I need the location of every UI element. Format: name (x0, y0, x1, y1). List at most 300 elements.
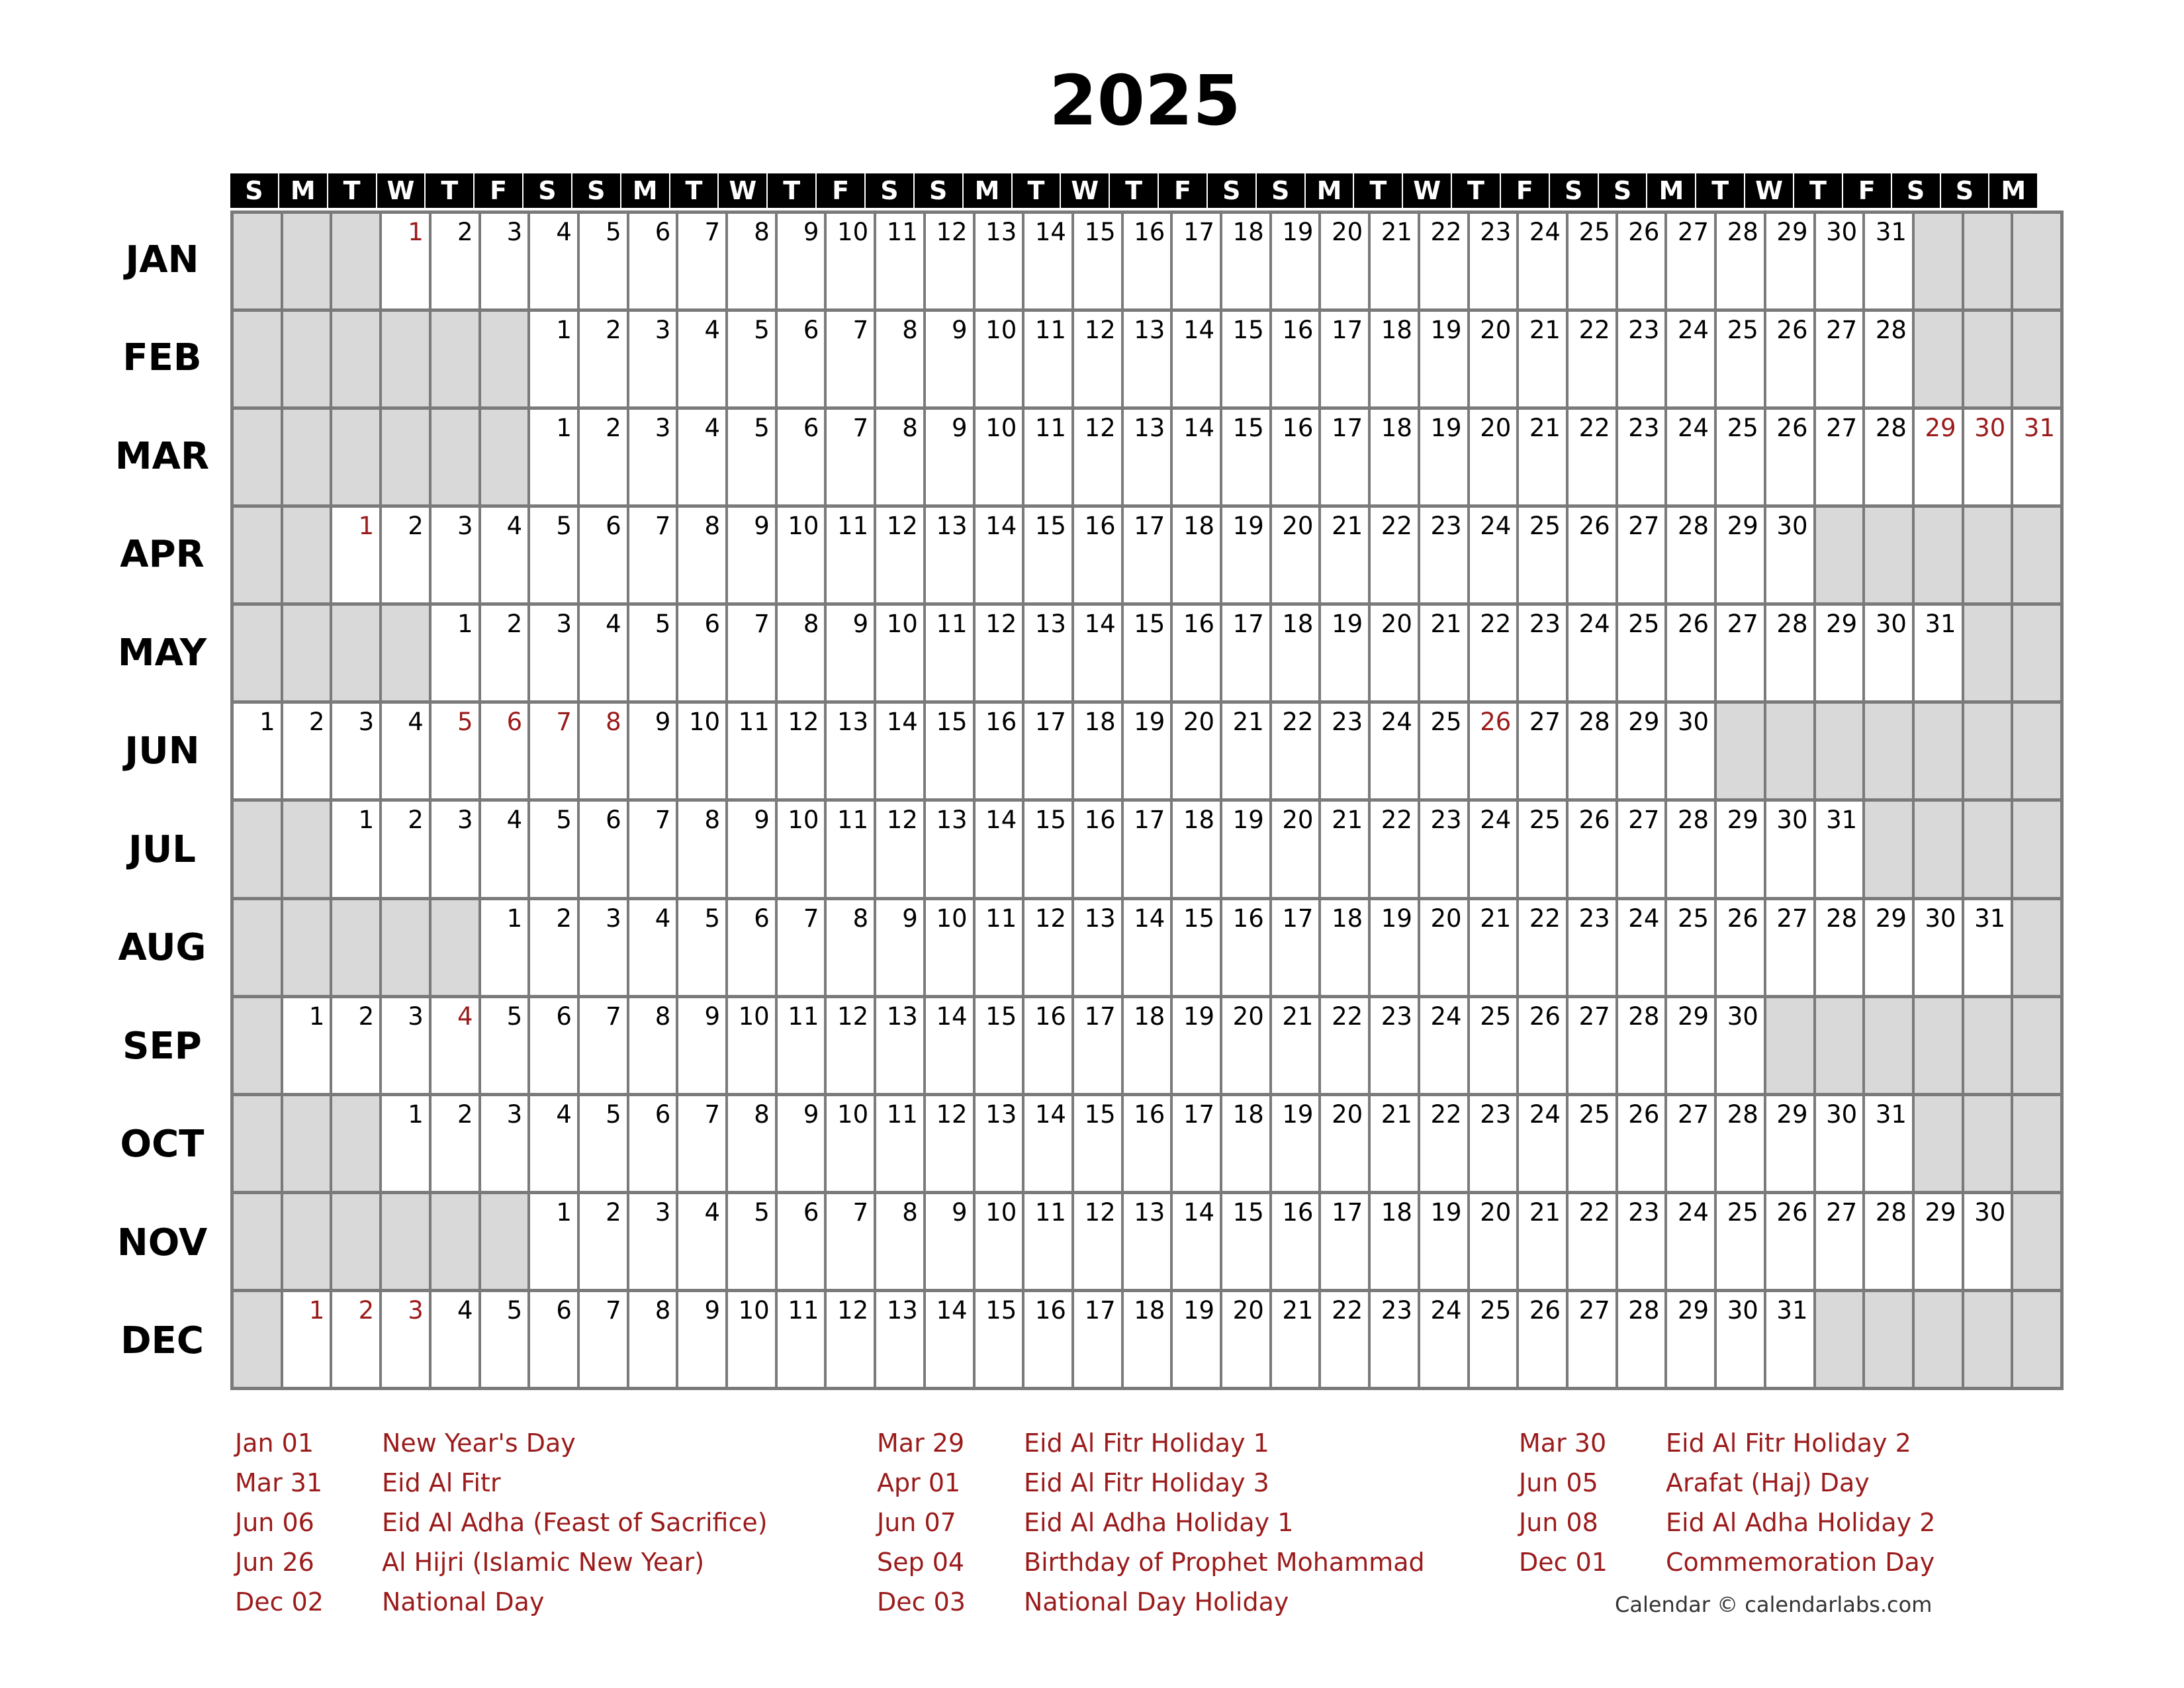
day-cell (1318, 802, 1368, 896)
day-number: 21 (1529, 1197, 1561, 1227)
day-number: 28 (1678, 806, 1709, 835)
day-number: 10 (886, 610, 918, 639)
empty-day-cell (379, 900, 429, 995)
day-number: 20 (1282, 806, 1314, 835)
day-cell (577, 802, 627, 896)
day-number: 4 (408, 708, 424, 737)
day-cell (775, 900, 825, 995)
day-number: 13 (985, 1100, 1017, 1129)
holiday-name: Eid Al Fitr (382, 1468, 501, 1497)
holiday-item (235, 1429, 768, 1468)
day-number: 27 (1578, 1002, 1610, 1031)
day-number: 4 (556, 1100, 572, 1129)
month-labels-column (99, 211, 225, 1390)
day-number: 9 (704, 1295, 721, 1325)
day-cell (725, 410, 775, 504)
day-number: 30 (1776, 806, 1808, 835)
day-cell (577, 704, 627, 798)
day-number: 8 (902, 316, 918, 345)
day-cell (1418, 410, 1467, 504)
day-number: 27 (1826, 414, 1858, 443)
day-number: 6 (803, 414, 819, 443)
day-number: 15 (1084, 218, 1116, 246)
day-number: 10 (936, 904, 968, 933)
day-cell (973, 410, 1023, 504)
day-cell (1862, 1096, 1912, 1191)
day-cell (1121, 508, 1171, 602)
holiday-name: Al Hijri (Islamic New Year) (382, 1548, 705, 1577)
empty-day-cell (1813, 508, 1863, 602)
day-cell (1318, 900, 1368, 995)
day-number: 18 (1332, 904, 1363, 933)
day-cell (1269, 312, 1319, 406)
day-number: 5 (754, 316, 770, 345)
weekday-header-cell: S (1941, 173, 1990, 208)
month-label: OCT (120, 1123, 205, 1166)
day-cell (676, 802, 725, 896)
day-number: 22 (1430, 1100, 1462, 1129)
day-number: 10 (738, 1002, 770, 1031)
day-number: 15 (1084, 1100, 1116, 1129)
empty-day-cell (429, 312, 478, 406)
day-cell (1121, 998, 1171, 1093)
day-cell (973, 998, 1023, 1093)
day-number: 28 (1776, 610, 1808, 639)
day-cell (824, 998, 874, 1093)
empty-day-cell (281, 802, 330, 896)
day-cell (1022, 508, 1071, 602)
day-cell (627, 704, 676, 798)
day-number: 17 (1332, 1197, 1363, 1227)
day-number: 11 (837, 806, 869, 835)
day-cell (1516, 1194, 1566, 1289)
day-number: 21 (1529, 414, 1561, 443)
day-number: 2 (606, 316, 621, 345)
day-number: 19 (1430, 1197, 1462, 1227)
day-cell (676, 900, 725, 995)
day-cell (429, 508, 478, 602)
day-cell (824, 1194, 874, 1289)
holiday-item (877, 1548, 1425, 1587)
day-cell (1071, 606, 1121, 700)
day-number: 4 (655, 904, 671, 933)
empty-day-cell (1813, 998, 1863, 1093)
day-number: 13 (886, 1002, 918, 1031)
day-cell (1615, 1096, 1665, 1191)
day-cell (1714, 606, 1764, 700)
weekday-header-cell: W (719, 173, 768, 208)
weekday-header-cell: W (1061, 173, 1110, 208)
day-cell (478, 998, 528, 1093)
day-cell (1912, 606, 1962, 700)
day-cell (1368, 508, 1418, 602)
day-cell (1664, 508, 1714, 602)
day-cell (1615, 802, 1665, 896)
day-number: 12 (886, 806, 918, 835)
day-number: 9 (952, 1197, 968, 1227)
month-label: JUL (128, 827, 196, 871)
day-number: 29 (1875, 904, 1907, 933)
day-cell (1615, 1194, 1665, 1289)
day-number: 11 (985, 904, 1017, 933)
day-number: 23 (1332, 708, 1363, 737)
day-cell (1269, 900, 1319, 995)
day-number: 26 (1480, 708, 1512, 737)
day-number: 10 (688, 708, 721, 737)
day-cell (1318, 606, 1368, 700)
day-cell (725, 802, 775, 896)
day-number: 12 (1084, 414, 1116, 443)
day-number: 23 (1381, 1002, 1412, 1031)
day-cell (1022, 312, 1071, 406)
day-cell (478, 508, 528, 602)
day-number: 16 (1084, 512, 1116, 541)
holiday-date: Jun 06 (235, 1508, 314, 1537)
day-cell (527, 214, 577, 308)
day-number: 28 (1875, 414, 1907, 443)
day-number: 6 (754, 904, 770, 933)
day-number: 8 (655, 1295, 671, 1325)
day-cell (676, 606, 725, 700)
day-cell (527, 900, 577, 995)
day-number: 5 (506, 1295, 523, 1325)
day-number: 28 (1578, 708, 1610, 737)
day-cell (330, 1292, 379, 1387)
empty-day-cell (1862, 508, 1912, 602)
day-cell (824, 312, 874, 406)
empty-day-cell (281, 1096, 330, 1191)
holiday-name: Eid Al Fitr Holiday 3 (1024, 1468, 1269, 1497)
day-number: 20 (1332, 218, 1363, 246)
holiday-name: New Year's Day (382, 1429, 576, 1458)
month-row (234, 897, 2060, 995)
day-cell (923, 606, 973, 700)
month-row (234, 214, 2060, 308)
day-number: 18 (1183, 806, 1215, 835)
holiday-name: Arafat (Haj) Day (1666, 1468, 1870, 1497)
day-cell (1467, 312, 1517, 406)
day-number: 28 (1875, 1197, 1907, 1227)
day-cell (1516, 998, 1566, 1093)
day-cell (1418, 704, 1467, 798)
day-cell (775, 312, 825, 406)
day-number: 24 (1430, 1295, 1462, 1325)
day-cell (1170, 1194, 1220, 1289)
day-cell (478, 802, 528, 896)
weekday-header-cell: M (964, 173, 1013, 208)
day-cell (1467, 410, 1517, 504)
day-cell (429, 704, 478, 798)
empty-day-cell (234, 1292, 281, 1387)
empty-day-cell (1862, 998, 1912, 1093)
day-cell (824, 410, 874, 504)
day-number: 12 (936, 218, 968, 246)
day-cell (1813, 1096, 1863, 1191)
day-number: 15 (936, 708, 968, 737)
empty-day-cell (234, 214, 281, 308)
weekday-header-cell: T (1696, 173, 1745, 208)
day-number: 12 (985, 610, 1017, 639)
day-cell (1220, 1096, 1269, 1191)
day-number: 1 (457, 610, 473, 639)
day-number: 22 (1381, 806, 1412, 835)
day-number: 5 (754, 414, 770, 443)
day-number: 20 (1480, 316, 1512, 345)
empty-day-cell (330, 312, 379, 406)
weekday-header-cell: M (279, 173, 328, 208)
day-number: 24 (1480, 512, 1512, 541)
empty-day-cell (1912, 998, 1962, 1093)
empty-day-cell (330, 900, 379, 995)
day-cell (627, 802, 676, 896)
day-number: 29 (1776, 218, 1808, 246)
day-cell (1269, 1096, 1319, 1191)
day-number: 25 (1727, 316, 1758, 345)
holiday-item (235, 1587, 768, 1627)
day-cell (627, 1096, 676, 1191)
empty-day-cell (1813, 1292, 1863, 1387)
day-cell (478, 704, 528, 798)
holiday-name: Commemoration Day (1666, 1548, 1935, 1577)
day-number: 16 (1134, 1100, 1165, 1129)
holiday-item (1519, 1429, 1935, 1468)
day-number: 8 (655, 1002, 671, 1031)
day-number: 28 (1727, 218, 1758, 246)
day-cell (1962, 410, 2011, 504)
empty-day-cell (330, 410, 379, 504)
day-number: 12 (1084, 1197, 1116, 1227)
day-number: 1 (506, 904, 523, 933)
day-cell (1269, 802, 1319, 896)
day-cell (1418, 1194, 1467, 1289)
day-number: 22 (1578, 414, 1610, 443)
day-number: 5 (606, 218, 621, 246)
weekday-header-cell: S (230, 173, 279, 208)
day-number: 27 (1826, 1197, 1858, 1227)
day-number: 15 (1034, 512, 1066, 541)
day-cell (527, 410, 577, 504)
day-cell (1615, 998, 1665, 1093)
day-cell (676, 1194, 725, 1289)
empty-day-cell (1912, 1096, 1962, 1191)
month-label: FEB (122, 336, 202, 380)
day-cell (1071, 900, 1121, 995)
empty-day-cell (429, 1194, 478, 1289)
day-number: 25 (1529, 806, 1561, 835)
day-number: 9 (704, 1002, 721, 1031)
day-number: 22 (1332, 1002, 1363, 1031)
day-cell (527, 802, 577, 896)
empty-day-cell (1912, 1292, 1962, 1387)
day-number: 25 (1529, 512, 1561, 541)
day-number: 11 (936, 610, 968, 639)
day-number: 4 (704, 316, 721, 345)
credit-text: Calendar © calendarlabs.com (1615, 1592, 1933, 1617)
weekday-header-cell: W (1403, 173, 1452, 208)
day-number: 21 (1381, 1100, 1412, 1129)
day-cell (1368, 1096, 1418, 1191)
day-cell (1022, 214, 1071, 308)
holiday-item (235, 1508, 768, 1548)
day-cell (1714, 1292, 1764, 1387)
day-cell (725, 900, 775, 995)
empty-day-cell (379, 1194, 429, 1289)
day-cell (676, 410, 725, 504)
day-number: 11 (886, 218, 918, 246)
day-cell (973, 802, 1023, 896)
month-label: SEP (122, 1024, 202, 1068)
day-number: 24 (1678, 414, 1709, 443)
day-cell (1170, 312, 1220, 406)
calendar-grid (230, 211, 2064, 1390)
day-cell (874, 1096, 923, 1191)
day-cell (775, 606, 825, 700)
day-cell (1664, 1096, 1714, 1191)
day-cell (923, 312, 973, 406)
day-cell (1615, 606, 1665, 700)
day-number: 1 (408, 218, 424, 246)
day-number: 2 (606, 414, 621, 443)
day-number: 27 (1727, 610, 1758, 639)
day-cell (281, 1292, 330, 1387)
holiday-item (1519, 1548, 1935, 1587)
day-number: 20 (1183, 708, 1215, 737)
holiday-name: Eid Al Fitr Holiday 1 (1024, 1429, 1269, 1458)
day-cell (1912, 410, 1962, 504)
holiday-date: Jan 01 (235, 1429, 314, 1458)
empty-day-cell (2011, 1292, 2060, 1387)
empty-day-cell (1912, 214, 1962, 308)
day-cell (281, 998, 330, 1093)
day-number: 26 (1776, 1197, 1808, 1227)
empty-day-cell (234, 312, 281, 406)
day-cell (429, 802, 478, 896)
day-cell (1615, 704, 1665, 798)
day-cell (1813, 410, 1863, 504)
day-number: 16 (1282, 1197, 1314, 1227)
day-cell (379, 1292, 429, 1387)
day-cell (577, 900, 627, 995)
day-cell (1566, 802, 1615, 896)
day-number: 25 (1578, 1100, 1610, 1129)
day-cell (923, 1292, 973, 1387)
day-cell (627, 1292, 676, 1387)
day-number: 4 (606, 610, 621, 639)
day-number: 26 (1578, 806, 1610, 835)
day-number: 14 (886, 708, 918, 737)
weekday-header-cell: S (572, 173, 621, 208)
day-cell (923, 214, 973, 308)
day-cell (1022, 410, 1071, 504)
day-cell (1516, 802, 1566, 896)
day-number: 14 (1183, 316, 1215, 345)
weekday-header-cell: S (1550, 173, 1599, 208)
day-cell (478, 606, 528, 700)
empty-day-cell (234, 998, 281, 1093)
day-cell (330, 704, 379, 798)
day-number: 10 (738, 1295, 770, 1325)
weekday-header-cell: M (1306, 173, 1355, 208)
day-cell (577, 214, 627, 308)
day-cell (1516, 1292, 1566, 1387)
day-number: 9 (655, 708, 671, 737)
day-cell (627, 508, 676, 602)
day-number: 19 (1430, 316, 1462, 345)
day-cell (1368, 704, 1418, 798)
day-number: 21 (1430, 610, 1462, 639)
day-cell (923, 410, 973, 504)
day-number: 2 (408, 512, 424, 541)
day-cell (527, 998, 577, 1093)
day-cell (676, 312, 725, 406)
day-number: 3 (408, 1295, 424, 1325)
day-cell (1022, 1096, 1071, 1191)
day-number: 4 (704, 1197, 721, 1227)
empty-day-cell (281, 312, 330, 406)
day-cell (973, 900, 1023, 995)
day-cell (874, 214, 923, 308)
day-number: 30 (1678, 708, 1709, 737)
day-number: 15 (1232, 316, 1264, 345)
day-number: 5 (655, 610, 671, 639)
day-number: 13 (936, 806, 968, 835)
day-number: 14 (936, 1002, 968, 1031)
day-number: 13 (1084, 904, 1116, 933)
day-cell (973, 508, 1023, 602)
day-number: 26 (1529, 1002, 1561, 1031)
day-number: 26 (1727, 904, 1758, 933)
weekday-header-cell: M (1647, 173, 1696, 208)
empty-day-cell (429, 410, 478, 504)
day-number: 7 (852, 316, 869, 345)
day-number: 22 (1430, 218, 1462, 246)
holiday-item (877, 1468, 1425, 1508)
day-number: 28 (1628, 1002, 1660, 1031)
day-number: 3 (655, 316, 671, 345)
day-number: 16 (985, 708, 1017, 737)
day-cell (1121, 312, 1171, 406)
holiday-date: Mar 29 (877, 1429, 965, 1458)
day-cell (1121, 802, 1171, 896)
day-cell (1269, 410, 1319, 504)
day-number: 22 (1529, 904, 1561, 933)
empty-day-cell (234, 508, 281, 602)
day-number: 26 (1776, 316, 1808, 345)
weekday-header-cell: W (377, 173, 426, 208)
day-cell (1566, 1292, 1615, 1387)
holiday-date: Sep 04 (877, 1548, 965, 1577)
day-number: 10 (985, 414, 1017, 443)
day-cell (874, 802, 923, 896)
day-number: 7 (704, 218, 721, 246)
weekday-header-cell: F (1159, 173, 1208, 208)
day-cell (775, 1194, 825, 1289)
day-cell (577, 410, 627, 504)
day-number: 24 (1529, 1100, 1561, 1129)
day-number: 29 (1826, 610, 1858, 639)
day-number: 11 (1034, 414, 1066, 443)
day-cell (1121, 704, 1171, 798)
day-cell (1615, 508, 1665, 602)
day-number: 9 (952, 414, 968, 443)
empty-day-cell (281, 410, 330, 504)
weekday-header-cell: T (1354, 173, 1403, 208)
day-number: 14 (936, 1295, 968, 1325)
day-number: 14 (985, 512, 1017, 541)
day-number: 31 (1826, 806, 1858, 835)
empty-day-cell (2011, 900, 2060, 995)
day-cell (725, 1292, 775, 1387)
